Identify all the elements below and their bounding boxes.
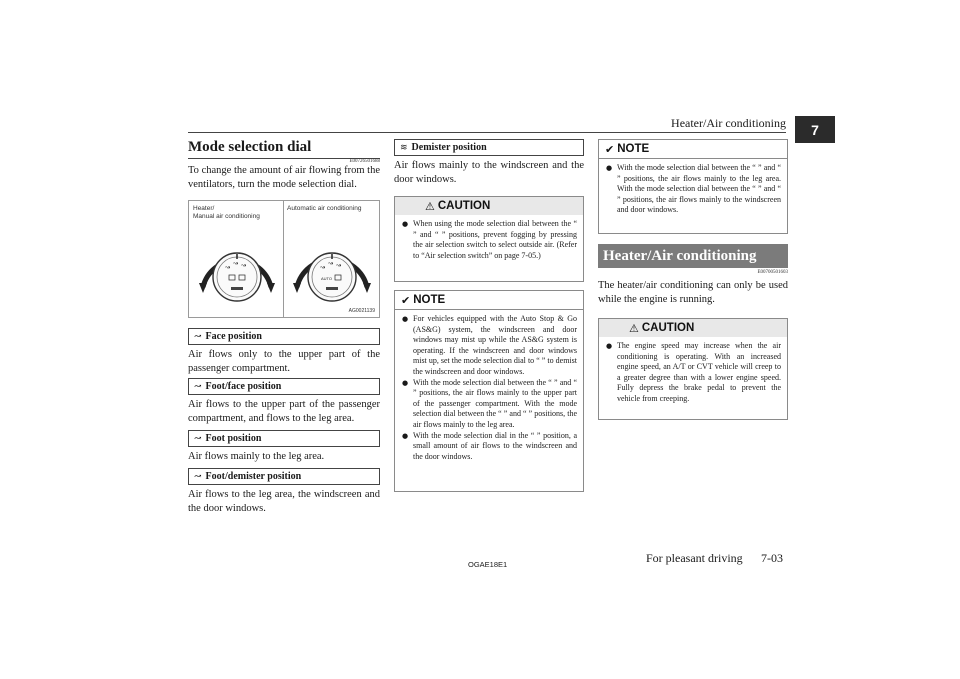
section-text: Air flows to the leg area, the windscreen and the door windows.: [188, 489, 380, 514]
caution-header: ⚠ CAUTION: [599, 319, 787, 337]
caution-box-2: [598, 318, 788, 420]
checkmark-icon: ✔: [401, 293, 411, 307]
section-text: Air flows to the upper part of the passenger compartment, and flows to the leg area.: [188, 399, 380, 424]
warning-triangle-icon: ⚠: [425, 199, 435, 213]
section-text: Air flows mainly to the windscreen and the door windows.: [394, 160, 584, 185]
list-item: ● With the mode selection dial between the “ ” and “ ” positions, the air flows mainly to the leg area. With the mode selection dial between the “ ” and “ ” positions, the air flows mainly to the windscreen and door windows.: [606, 163, 781, 215]
note-list: [395, 310, 583, 468]
page-number: 7-03: [761, 551, 783, 565]
section-code: E00726501688: [349, 159, 380, 164]
auto-label: AUTO: [321, 276, 333, 281]
svg-text:↝: ↝: [225, 264, 231, 271]
svg-text:↝: ↝: [328, 260, 334, 267]
figure-divider: [283, 201, 284, 317]
caution-list: [599, 337, 787, 411]
foot-vent-icon: ↝: [194, 433, 202, 443]
face-vent-icon: ↝: [194, 331, 202, 341]
section-heading: ↝ Foot/demister position: [188, 468, 380, 485]
bullet-icon: ●: [606, 164, 613, 172]
demister-icon: ≋: [400, 142, 408, 152]
list-item: ● For vehicles equipped with the Auto Stop & Go (AS&G) system, the windscreen and door windows may mist up while the AS&G system is operating. If the windscreen and door windows mist up, set the mode selection dial to “ ” to demist the windscreen and door windows.: [402, 314, 577, 376]
section-heading-banner: Heater/Air conditioning: [598, 244, 788, 268]
column-1: [188, 139, 380, 192]
demister-position-section: [394, 139, 584, 187]
chapter-name: For pleasant driving: [646, 551, 743, 565]
foot-position-section: [188, 430, 380, 464]
bullet-icon: ●: [402, 431, 409, 440]
bullet-icon: ●: [402, 220, 409, 228]
caution-box-1: [394, 196, 584, 282]
svg-text:↝: ↝: [320, 264, 326, 271]
section-heading: ↝ Face position: [188, 328, 380, 345]
note-header: ✔ NOTE: [395, 291, 583, 310]
section-code: E00700501603: [757, 270, 788, 275]
bullet-icon: ●: [402, 378, 409, 387]
foot-face-vent-icon: ↝: [194, 381, 202, 391]
section-heading: ≋ Demister position: [394, 139, 584, 156]
figure-label-auto: Automatic air conditioning: [287, 205, 362, 212]
list-item: ● With the mode selection dial in the “ ” position, a small amount of air flows to the windscreen and the door windows.: [402, 430, 577, 461]
heater-ac-section: [598, 244, 788, 307]
foot-face-position-section: [188, 378, 380, 426]
intro-text: The heater/air conditioning can only be used while the engine is running.: [598, 280, 788, 305]
checkmark-icon: ✔: [605, 142, 615, 156]
svg-text:↝: ↝: [241, 262, 247, 269]
running-header: Heater/Air conditioning: [671, 116, 786, 130]
chapter-tab: 7: [795, 116, 835, 143]
section-heading: ↝ Foot/face position: [188, 378, 380, 395]
manual-mode-dial-illustration: [197, 225, 277, 309]
list-item: ● The engine speed may increase when the air conditioning is operating. With an increased engine speed, an A/T or CVT vehicle will creep to a greater degree than with a lower engine speed. Fully depress the brake pedal to prevent the vehicle from creeping.: [606, 341, 781, 403]
section-text: Air flows only to the upper part of the passenger compartment.: [188, 349, 380, 374]
note-list: [599, 159, 787, 222]
list-item: ● With the mode selection dial between the “ ” and “ ” positions, the air flows mainly to the upper part of the passenger compartment. With the mode selection dial between the “ ” and “ ” positions, the air flows mainly to the leg area.: [402, 377, 577, 429]
note-box-1: [394, 290, 584, 492]
svg-text:↝: ↝: [233, 260, 239, 267]
bullet-icon: ●: [402, 315, 409, 323]
auto-mode-dial-illustration: [289, 225, 375, 309]
note-box-2: [598, 139, 788, 234]
foot-demister-vent-icon: ↝: [194, 471, 202, 481]
figure-label-heater: Heater/: [193, 205, 215, 212]
dial-figure: [188, 200, 380, 318]
note-header: ✔ NOTE: [599, 140, 787, 159]
header-rule: [188, 132, 786, 133]
bullet-icon: ●: [606, 342, 613, 350]
intro-text: To change the amount of air flowing from the ventilators, turn the mode selection dial.: [188, 165, 380, 190]
figure-label-manual: Manual air conditioning: [193, 213, 260, 220]
section-heading: ↝ Foot position: [188, 430, 380, 447]
list-item: ● When using the mode selection dial between the “ ” and “ ” positions, prevent fogging by pressing the air selection switch to select outside air. (Refer to “Air selection switch” on page 7-05.): [402, 219, 577, 260]
page-title: Mode selection dial: [188, 139, 312, 155]
figure-id: AG0021139: [348, 308, 375, 314]
face-position-section: [188, 328, 380, 376]
foot-demister-position-section: [188, 468, 380, 516]
caution-list: [395, 215, 583, 267]
svg-text:↝: ↝: [336, 262, 342, 269]
warning-triangle-icon: ⚠: [629, 321, 639, 335]
document-code: OGAE18E1: [468, 560, 508, 569]
caution-header: ⚠ CAUTION: [395, 197, 583, 215]
section-text: Air flows mainly to the leg area.: [188, 451, 325, 462]
